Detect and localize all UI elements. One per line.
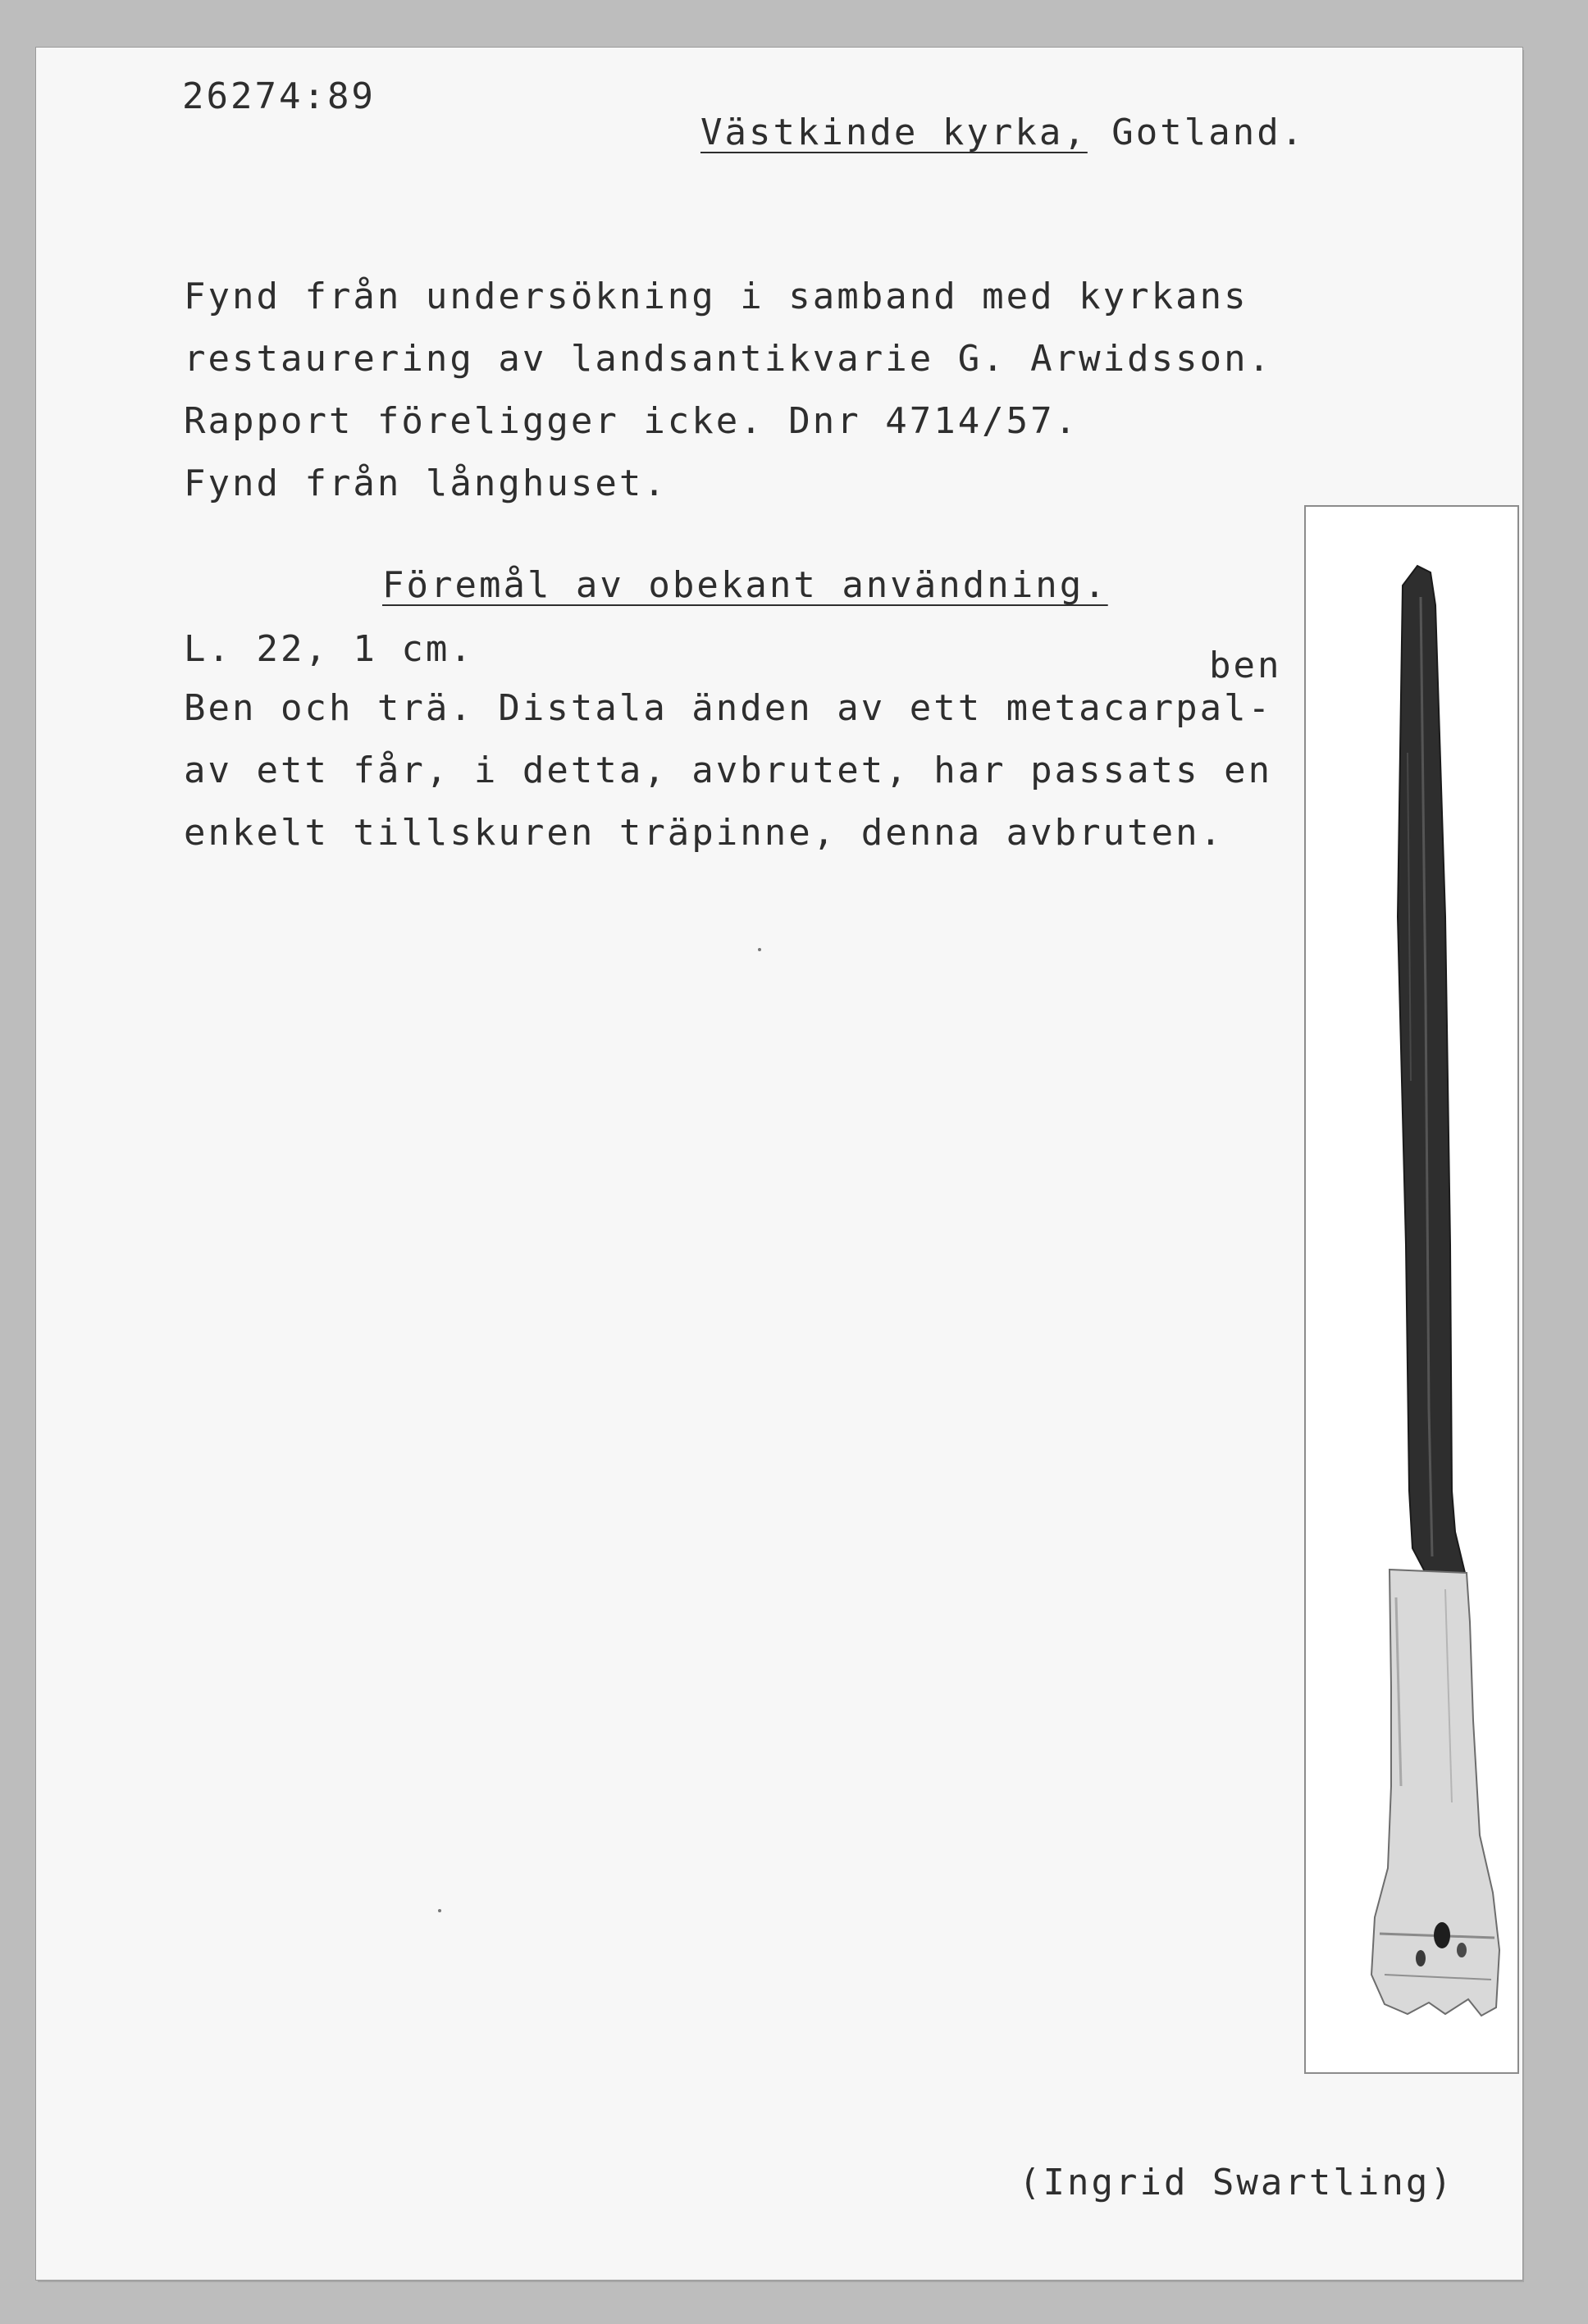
- bone-and-wood-object: [1306, 507, 1519, 2074]
- metacarpal-bone: [1371, 1570, 1499, 2016]
- object-title: Föremål av obekant användning.: [382, 564, 1108, 606]
- site-name: Västkinde kyrka,: [700, 112, 1088, 153]
- material-line: av ett får, i detta, avbrutet, har passats en: [184, 750, 1273, 791]
- description-line: Fynd från undersökning i samband med kyrkans: [184, 276, 1248, 317]
- speck: [438, 1909, 441, 1912]
- location-heading: [604, 79, 1305, 187]
- wooden-peg: [1398, 566, 1465, 1579]
- photographer-credit: (Ingrid Swartling): [1019, 2162, 1454, 2203]
- material-line: Ben och trä. Distala änden av ett metacarpal-: [184, 687, 1273, 729]
- handwritten-insertion: ben: [1209, 645, 1282, 686]
- catalog-card: [36, 48, 1522, 2280]
- length-measurement: L. 22, 1 cm.: [184, 628, 474, 670]
- inventory-number: 26274:89: [182, 75, 376, 117]
- description-line: Rapport föreligger icke. Dnr 4714/57.: [184, 400, 1079, 442]
- description-line: restaurering av landsantikvarie G. Arwidsson.: [184, 338, 1273, 380]
- speck: [758, 948, 761, 951]
- object-photograph: [1304, 505, 1519, 2074]
- material-line: enkelt tillskuren träpinne, denna avbruten.: [184, 812, 1225, 854]
- description-line: Fynd från långhuset.: [184, 463, 668, 504]
- region-name: Gotland.: [1087, 112, 1306, 153]
